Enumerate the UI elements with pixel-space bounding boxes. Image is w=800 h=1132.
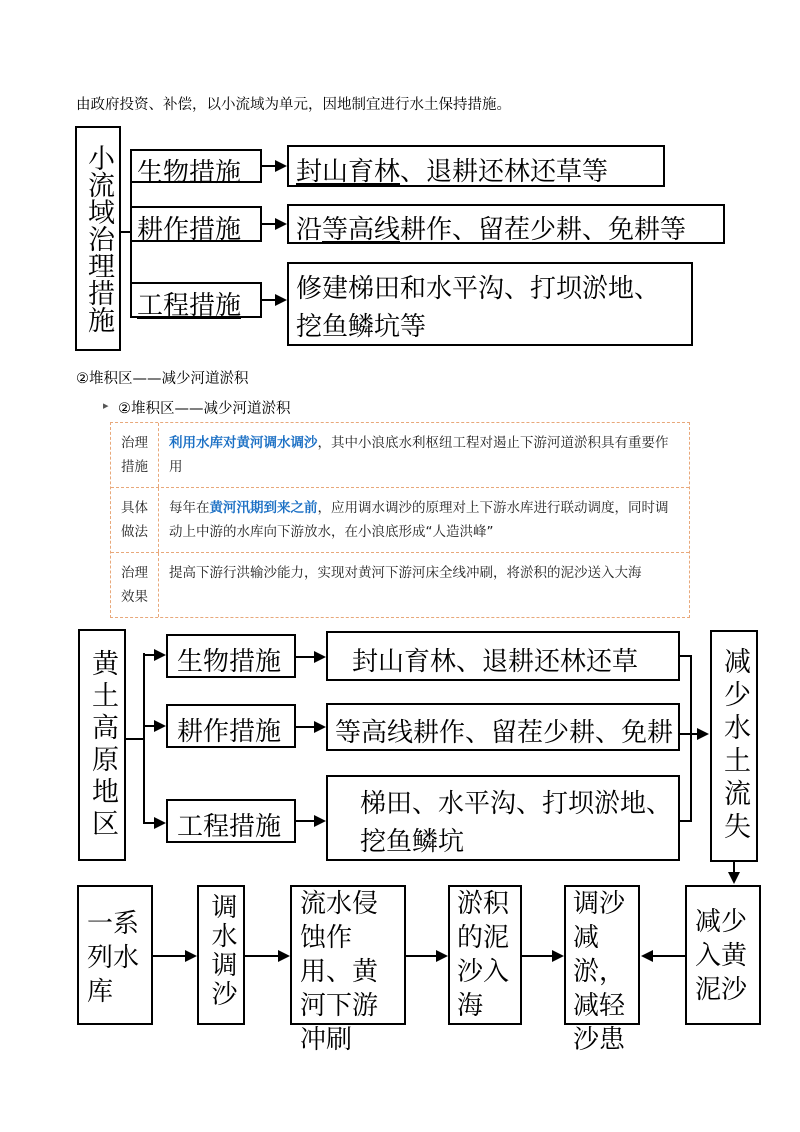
chain-box [290, 885, 406, 1055]
chain-text: 减少入黄泥沙 [695, 907, 748, 1005]
arrow-head [697, 728, 709, 740]
chain-box [685, 885, 761, 1025]
measure-box [166, 634, 296, 678]
table-row [111, 488, 689, 553]
table-row [111, 553, 689, 617]
row-highlight: 利用水库对黄河调水调沙 [169, 435, 318, 451]
merge-vertical [690, 655, 692, 822]
region-connector [126, 738, 144, 740]
row-head: 治理效果 [111, 553, 159, 617]
detail-line2: 挖鱼鳞坑 [360, 827, 465, 857]
chain-box [197, 885, 245, 1025]
arrow-head [275, 218, 287, 230]
detail-part: 沿 [296, 215, 323, 245]
measures-table [110, 422, 690, 618]
detail-text: 封山育林、退耕还林还草 [352, 647, 639, 677]
arrow-line [153, 955, 185, 957]
arrow-head [278, 950, 290, 962]
sub-heading-bullet: ▸ [103, 399, 109, 412]
section-heading: ②堆积区——减少河道淤积 [76, 371, 249, 387]
arrow-head [154, 817, 166, 829]
sub-heading: ②堆积区——减少河道淤积 [118, 401, 291, 417]
diagram1-branch-box [130, 282, 262, 321]
arrow-line [522, 955, 552, 957]
row-prefix: 每年在 [169, 500, 210, 516]
arrow-head [185, 950, 197, 962]
detail-box [326, 631, 680, 681]
measures-branch-line [143, 653, 145, 823]
diagram1-detail-box [287, 262, 693, 346]
row-head: 具体做法 [111, 488, 159, 552]
row-head: 治理措施 [111, 423, 159, 487]
arrow-line [680, 733, 698, 735]
arrow-head [314, 721, 326, 733]
detail-rest: 、退耕还林还草等 [400, 157, 609, 187]
intro-text: 由政府投资、补偿，以小流域为单元，因地制宜进行水土保持措施。 [76, 97, 511, 113]
result-box [710, 630, 758, 862]
diagram1-detail-box [287, 204, 725, 244]
chain-box [448, 885, 522, 1025]
chain-text: 调沙减淤，减轻沙患 [573, 889, 626, 1055]
arrow-head [314, 815, 326, 827]
chain-text: 流水侵蚀作用、黄河下游冲刷 [300, 889, 379, 1055]
measure-box [166, 799, 296, 843]
arrow-head [314, 651, 326, 663]
diagram1-branch-box [130, 206, 262, 245]
chain-text: 淤积的泥沙入海 [457, 889, 510, 1021]
arrow-head [154, 649, 166, 661]
detail-box [326, 703, 680, 751]
diagram1-branch-box [130, 149, 262, 188]
diagram1-detail-box [287, 145, 665, 187]
detail-rest: 耕作、留茬少耕、免耕等 [400, 215, 687, 245]
detail-box [326, 775, 680, 861]
arrow-line [296, 656, 315, 658]
region-box [78, 629, 126, 861]
row-text: ，应用调水调沙的原理对上下游水库进行联动调度，同时调动上中游的水库向下游放水，在小浪底形成“人造洪峰” [169, 500, 669, 540]
detail-text [296, 151, 608, 188]
detail-text: 等高线耕作、留茬少耕、免耕 [335, 718, 674, 748]
arrow-line [245, 955, 278, 957]
branch-label: 生物措施 [137, 158, 242, 188]
branch-label: 耕作措施 [137, 215, 242, 245]
measure-label: 工程措施 [177, 812, 282, 842]
measure-label: 耕作措施 [177, 717, 282, 747]
arrow-head [728, 872, 740, 884]
arrow-head [552, 950, 564, 962]
region-label: 黄土高原地区 [87, 649, 118, 841]
detail-underlined: 封山育林 [296, 157, 401, 187]
row-content [159, 488, 689, 552]
detail-line1: 修建梯田和水平沟、打坝淤地、 [296, 274, 661, 304]
chain-text: 一系列水库 [87, 909, 140, 1007]
arrow-head [436, 950, 448, 962]
result-label: 减少水土流失 [719, 647, 750, 845]
measure-label: 生物措施 [177, 647, 282, 677]
arrow-head [275, 160, 287, 172]
table-row [111, 423, 689, 488]
arrow-line [296, 726, 315, 728]
arrow-line [296, 820, 315, 822]
detail-line2: 挖鱼鳞坑等 [296, 312, 427, 342]
row-text: ，其中小浪底水利枢纽工程对遏止下游河道淤积具有重要作用 [169, 435, 669, 475]
chain-box [564, 885, 640, 1055]
chain-text: 调水调沙 [207, 893, 237, 1009]
arrow-line [406, 955, 436, 957]
diagram1-title: 小流域治理措施 [83, 144, 114, 333]
chain-box [77, 885, 153, 1025]
arrow-head [275, 294, 287, 306]
detail-text [296, 209, 686, 246]
arrow-line [653, 955, 685, 957]
row-content: 提高下游行洪输沙能力，实现对黄河下游河床全线冲刷，将淤积的泥沙送入大海 [169, 565, 642, 581]
arrow-head [641, 950, 653, 962]
detail-line1: 梯田、水平沟、打坝淤地、 [360, 789, 673, 819]
row-content [159, 423, 689, 487]
row-highlight: 黄河汛期到来之前 [209, 500, 318, 516]
diagram1-title-box [75, 126, 121, 351]
detail-underlined: 等高线 [322, 215, 401, 245]
arrow-head [154, 720, 166, 732]
measure-box [166, 704, 296, 748]
branch-label: 工程措施 [137, 291, 242, 321]
